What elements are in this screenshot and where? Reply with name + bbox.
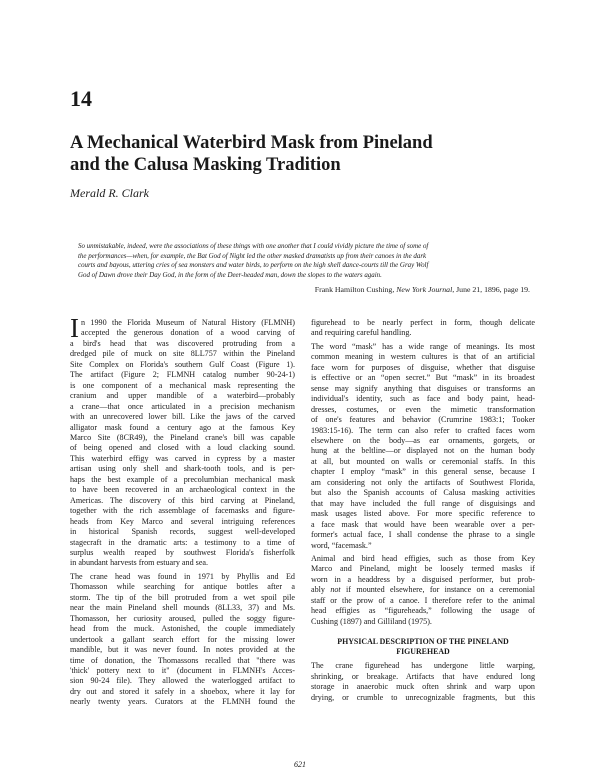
text-line: together with the rich assemblage of facemasks and figure- — [70, 506, 295, 516]
emphasis-text: not — [330, 585, 341, 595]
text-line: sion 90-24 file). They allowed the waterlogged artifact to — [70, 676, 295, 686]
chapter-title-line: A Mechanical Waterbird Mask from Pineland — [70, 133, 433, 153]
text-line: Thomasson, her curiosity aroused, pulled the soggy figure- — [70, 613, 295, 623]
body-paragraph — [70, 313, 295, 569]
text-line: but also the Spanish accounts of Calusa masking activities — [311, 488, 535, 498]
epigraph-source-suffix: , June 21, 1896, page 19. — [452, 285, 530, 294]
text-line: former's actual face, I shall condense the phrase to a single — [311, 530, 535, 540]
text-line: undertook a gallant search effort for the missing lower — [70, 634, 295, 644]
text-line: is effective or an “open secret.” But “mask” in its broadest — [311, 373, 535, 383]
text-line: am considering not only the artifacts of Southwest Florida, — [311, 477, 535, 487]
text-fragment: ably — [311, 585, 331, 595]
text-line: drying, or crumble to unrecognizable fragments, but this — [311, 692, 535, 702]
text-line: of being opened and closed with a loud clacking sound. — [70, 443, 295, 453]
text-line: cranium and upper mandible of a waterbird—probably — [70, 391, 295, 401]
text-line: common meaning in western cultures is that of an artificial — [311, 352, 535, 362]
text-line: The crane figurehead has undergone little warping, — [311, 661, 535, 671]
epigraph-source-prefix: Frank Hamilton Cushing, — [314, 285, 397, 294]
text-line: a face mask that would have been wearable over a per- — [311, 519, 535, 529]
body-paragraph — [311, 661, 535, 703]
text-line: time of donation, the Thomassons recalled that "there was — [70, 655, 295, 665]
text-line: haps the best example of a precolumbian mechanical mask — [70, 474, 295, 484]
section-heading — [311, 637, 535, 657]
text-fragment: if mounted elsewhere, for instance on a ceremonial — [340, 585, 535, 595]
text-line: in abundant harvests from estuary and sea. — [70, 558, 209, 568]
text-line: mandible, but it was never found. In notes provided at the — [70, 645, 295, 655]
text-line: Marco and Pineland, might be loosely termed masks if — [311, 564, 535, 574]
epigraph-source — [315, 285, 530, 294]
page-number: 621 — [294, 760, 306, 769]
epigraph-line: God of Dawn drove their Day God, in the form of the Deer-headed man, down the slopes to the waters again. — [78, 271, 382, 280]
text-line: This waterbird effigy was carved in cypress by a master — [70, 453, 295, 463]
text-line: heads from Key Marco and several intriguing references — [70, 516, 295, 526]
text-line: artisan using only shell and shark-tooth tools, and is per- — [70, 464, 295, 474]
text-line: 1983:15-16). The term can also refer to crafted faces worn — [311, 425, 535, 435]
text-line: individual's identity, such as face and body paint, head- — [311, 394, 535, 404]
text-line: near the main Pineland shell mounds (8LL33, 37) and Ms. — [70, 603, 295, 613]
text-line: head from the muck. Astonished, the couple immediately — [70, 624, 295, 634]
text-line: storm. The tip of the bill protruded from a wet spoil pile — [70, 592, 295, 602]
chapter-number: 14 — [70, 86, 92, 111]
epigraph-line: So unmistakable, indeed, were the associations of these things with one another that I could vividly picture the time of some of — [78, 242, 429, 250]
text-line: Thomasson while searching for antique bottles after a — [70, 582, 295, 592]
text-line — [311, 585, 535, 595]
body-paragraph — [311, 342, 535, 551]
text-line: elsewhere on the body—as ear ornaments, gorgets, or — [311, 435, 535, 445]
text-line: word, “facemask.” — [311, 540, 372, 550]
text-line: stagecraft in the dramatic arts: a testimony to a time of — [70, 537, 295, 547]
body-paragraph — [70, 572, 295, 708]
text-line: is one component of a mechanical mask representing the — [70, 380, 295, 390]
epigraph — [78, 242, 542, 281]
epigraph-line: the performances—when, for example, the Bat God of Night led the other masked dramatists up from their canoes in the dark — [78, 251, 427, 260]
text-line: that may have included the full range of disguisings and — [311, 498, 535, 508]
text-line: Site Complex on Florida's southern Gulf Coast (Figure 1). — [70, 359, 295, 369]
epigraph-line: courts and bayous, uttering cries of sea monsters and water birds, to perform on the high shell dance-courts till the Gray Wolf — [78, 261, 429, 270]
body-paragraph — [311, 554, 535, 627]
text-line: with an unrecovered lower bill. Like the jaws of the carved — [70, 412, 295, 422]
text-line: shrinking, or breakage. Artifacts that have endured long — [311, 671, 535, 681]
text-line: Animal and bird head effigies, such as those from Key — [311, 553, 535, 563]
text-line: 'thick' pottery next to it" (document in FLMNH's Acces- — [70, 665, 295, 675]
text-line: a crane—that once articulated in a precision mechanism — [70, 401, 295, 411]
text-line: The crane head was found in 1971 by Phyllis and Ed — [70, 571, 295, 581]
left-column — [70, 313, 295, 711]
text-line: mask usages listed above. For more specific reference to — [311, 509, 535, 519]
section-heading-line: PHYSICAL DESCRIPTION OF THE PINELAND — [337, 637, 509, 647]
body-paragraph — [311, 318, 535, 339]
epigraph-source-publication: New York Journal — [396, 285, 453, 294]
text-line: of one's features and behavior (Crumrine 1983:1; Tooker — [311, 415, 535, 425]
right-column — [311, 318, 535, 706]
text-line: sense may signify anything that disguises or transforms an — [311, 383, 535, 393]
text-line: a bird's head that was discovered protruding from a — [70, 338, 295, 348]
text-line: figurehead to be nearly perfect in form, though delicate — [311, 318, 535, 327]
text-line: chapter I employ “mask” in this general sense, because I — [311, 467, 535, 477]
text-line: hung at the beltline—or displayed not on the human body — [311, 446, 535, 456]
text-line: head effigies as “figureheads,” following the usage of — [311, 606, 535, 616]
text-line: staff or the prow of a canoe. I therefore refer to the animal — [311, 595, 535, 605]
text-line: in historical Spanish records, suggest well-developed — [70, 527, 295, 537]
text-line: Marco Site (8CR49), the Pineland crane's bill was capable — [70, 432, 295, 442]
text-line: dredged pile of muck on site 8LL757 within the Pineland — [70, 349, 295, 359]
text-line: to have been recovered in an archaeological context in the — [70, 485, 295, 495]
text-line: face worn for purposes of disguise, whether that disguise — [311, 362, 535, 372]
text-line: alligator mask found a century ago at the famous Key — [70, 422, 295, 432]
text-line: worn in a headdress by a disguised performer, but prob- — [311, 574, 535, 584]
text-line: The artifact (Figure 2; FLMNH catalog number 90-24-1) — [70, 370, 295, 380]
section-heading-line: FIGUREHEAD — [396, 647, 450, 657]
author-name: Merald R. Clark — [70, 186, 149, 200]
text-line: dresses, costumes, or even the mimetic transformation — [311, 404, 535, 414]
drop-cap: I — [70, 313, 79, 343]
text-line: Cushing (1897) and Gilliland (1975). — [311, 616, 432, 626]
text-line: and requiring careful handling. — [311, 328, 412, 338]
text-line: at all, but mounted on walls or ceremonial staffs. In this — [311, 456, 535, 466]
chapter-title-line: and the Calusa Masking Tradition — [70, 155, 341, 175]
chapter-title — [70, 132, 540, 176]
text-line: surplus wealth reaped by southwest Florida's fisherfolk — [70, 547, 295, 557]
text-line: storage in anaerobic muck often shrink and warp upon — [311, 682, 535, 692]
text-line: nearly twenty years. Curators at the FLMNH found the — [70, 697, 295, 707]
text-line: n 1990 the Florida Museum of Natural History (FLMNH) — [81, 318, 295, 327]
text-line: The word “mask” has a wide range of meanings. Its most — [311, 341, 535, 351]
text-line: accepted the generous donation of a wood carving of — [81, 328, 295, 338]
text-line: dry out and stored it safely in a shoebox, where it lay for — [70, 686, 295, 696]
text-line: Americas. The discovery of this bird carving at Pineland, — [70, 495, 295, 505]
